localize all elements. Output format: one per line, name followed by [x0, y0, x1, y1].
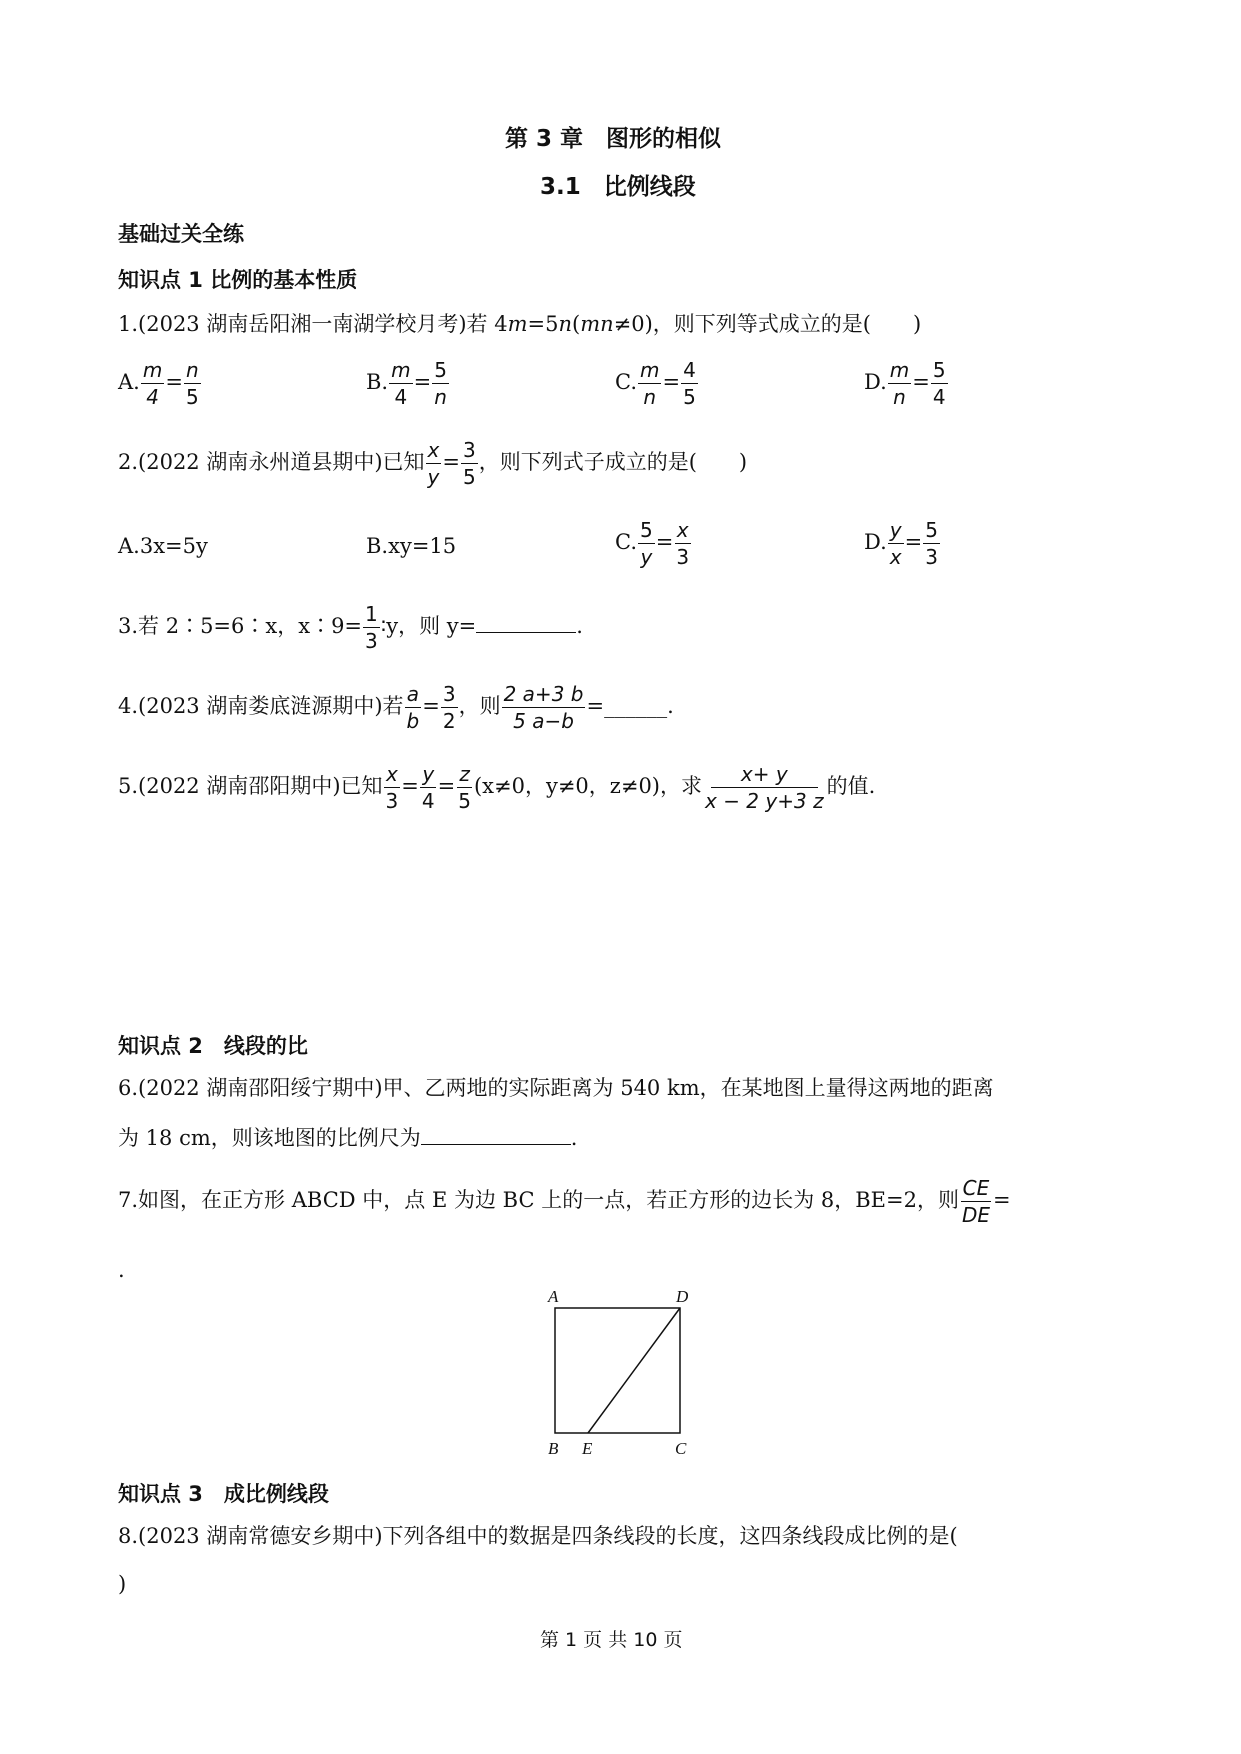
- question-8-line-2: ): [118, 1572, 127, 1596]
- question-7: 7.如图，在正方形 ABCD 中，点 E 为边 BC 上的一点，若正方形的边长为 8，BE=2，则 $\frac{CE}{DE}$ =: [118, 1176, 1011, 1227]
- q1-option-b: B. $\frac{m}{4}$ = $\frac{5}{n}$: [366, 358, 447, 409]
- exercise-heading: 基础过关全练: [118, 222, 244, 246]
- q2-option-b: B.xy=15: [366, 534, 457, 558]
- question-8-line-1: 8.(2023 湖南常德安乡期中)下列各组中的数据是四条线段的长度，这四条线段成比例的是(: [118, 1524, 958, 1548]
- question-4: 4.(2023 湖南娄底涟源期中)若 $\frac{a}{b}$ = $\frac{3}{2}$ ，则 $\frac{2 a+3 b}{5 a-b}$ =______.: [118, 682, 674, 733]
- question-7-blank-dot: .: [118, 1258, 125, 1282]
- question-6-line-1: 6.(2022 湖南邵阳绥宁期中)甲、乙两地的实际距离为 540 km，在某地图上量得这两地的距离: [118, 1076, 994, 1100]
- q1-option-d: D. $\frac{m}{n}$ = $\frac{5}{4}$: [864, 358, 946, 409]
- square-abcd: [555, 1308, 680, 1433]
- segment-de: [588, 1308, 680, 1433]
- label-c: C: [675, 1439, 687, 1458]
- q6-answer-blank[interactable]: [421, 1126, 571, 1145]
- question-3: 3.若 2∶5=6∶x，x∶9= $\frac{1}{3}$ ∶y，则 y= .: [118, 602, 583, 653]
- label-b: B: [548, 1439, 559, 1458]
- q1-option-a: A. $\frac{m}{4}$ = $\frac{n}{5}$: [118, 358, 199, 409]
- question-1: 1.(2023 湖南岳阳湘一南湖学校月考)若 4m=5n(mn≠0)，则下列等式成立的是( ): [118, 312, 922, 336]
- q2-option-d: D. $\frac{y}{x}$ = $\frac{5}{3}$: [864, 518, 938, 569]
- question-6-line-2: 为 18 cm，则该地图的比例尺为 .: [118, 1126, 578, 1150]
- q2-option-c: C. $\frac{5}{y}$ = $\frac{x}{3}$: [615, 518, 690, 569]
- label-e: E: [582, 1439, 593, 1458]
- q1-option-c: C. $\frac{m}{n}$ = $\frac{4}{5}$: [615, 358, 696, 409]
- question-2: 2.(2022 湖南永州道县期中)已知 $\frac{x}{y}$ = $\frac{3}{5}$ ，则下列式子成立的是( ): [118, 438, 748, 489]
- question-5: 5.(2022 湖南邵阳期中)已知 $\frac{x}{3}$ = $\frac{y}{4}$ = $\frac{z}{5}$ (x≠0，y≠0，z≠0)，求 $\frac{x+ y}{x - 2 y+3 z}$ 的值.: [118, 762, 876, 813]
- knowledge-point-2: 知识点 2 线段的比: [118, 1034, 308, 1058]
- q3-answer-blank[interactable]: [476, 614, 576, 633]
- label-a: A: [548, 1288, 559, 1306]
- label-d: D: [676, 1288, 689, 1306]
- q2-option-a: A.3x=5y: [118, 534, 208, 558]
- knowledge-point-1: 知识点 1 比例的基本性质: [118, 268, 358, 292]
- section-title: 3.1 比例线段: [540, 174, 696, 200]
- square-abcd-figure: [540, 1288, 720, 1468]
- page-footer: 第 1 页 共 10 页: [540, 1629, 683, 1651]
- knowledge-point-3: 知识点 3 成比例线段: [118, 1482, 329, 1506]
- chapter-title: 第 3 章 图形的相似: [505, 126, 722, 152]
